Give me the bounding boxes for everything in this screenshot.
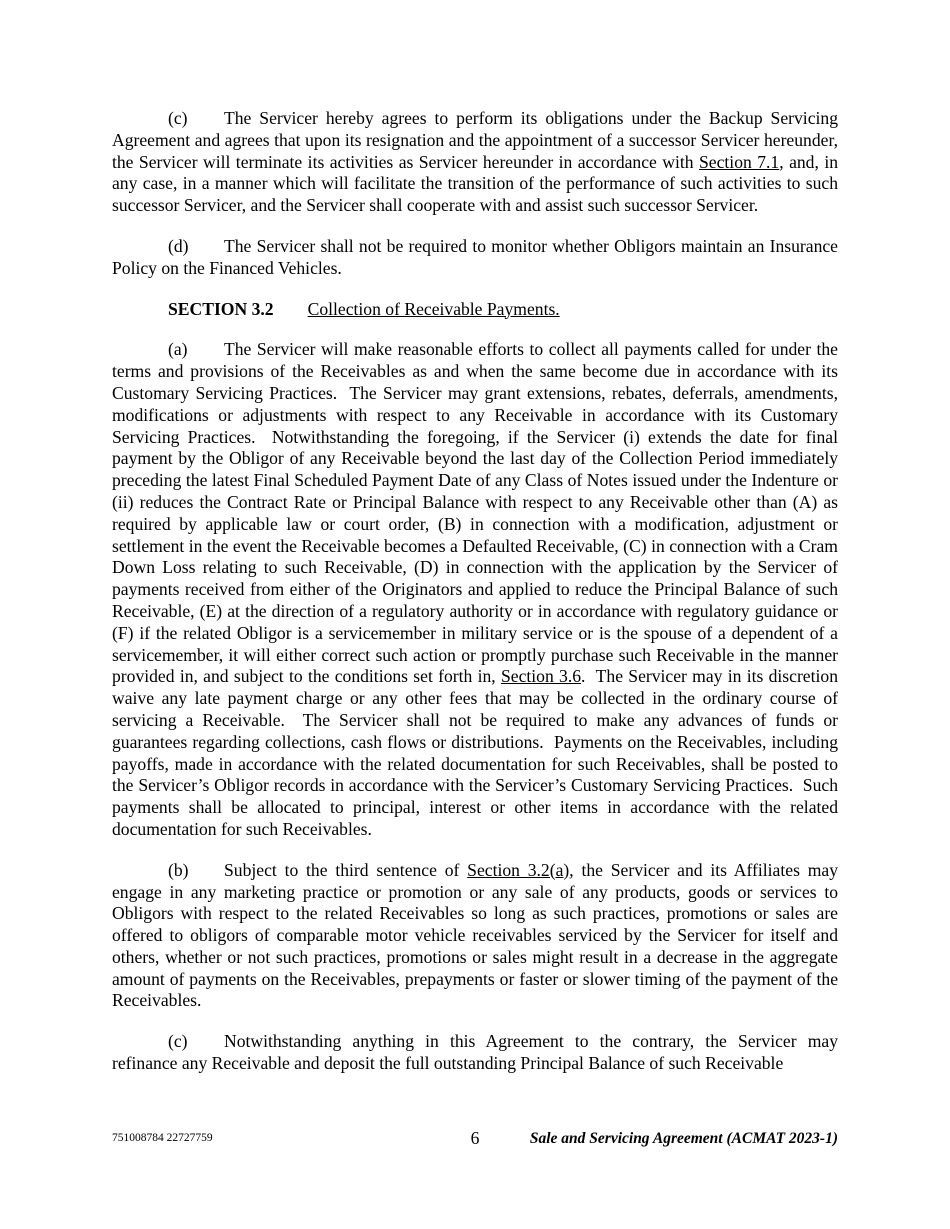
cross-reference-section-3-2-a: Section 3.2(a)	[467, 859, 570, 880]
paragraph-c-first	[112, 108, 838, 217]
cross-reference-section-7-1: Section 7.1	[699, 151, 780, 172]
paragraph-label-d: (d)	[168, 235, 189, 256]
paragraph-label-c-last: (c)	[168, 1031, 188, 1052]
footer-page-number: 6	[470, 1128, 480, 1148]
paragraph-b	[112, 860, 838, 1013]
paragraph-d	[112, 236, 838, 280]
paragraph-text-c-last: Notwithstanding anything in this Agreement to the contrary, the Servicer may refinance any Receivable and deposit the full outstanding Principal Balance of such Receivable	[112, 1031, 838, 1074]
paragraph-label-a: (a)	[168, 339, 188, 360]
paragraph-text-d: The Servicer shall not be required to monitor whether Obligors maintain an Insurance Policy on the Financed Vehicles.	[112, 235, 838, 278]
cross-reference-section-3-6: Section 3.6	[500, 666, 582, 687]
footer-document-id: 751008784 22727759	[112, 1132, 213, 1144]
section-number: SECTION 3.2	[168, 298, 274, 319]
document-body	[112, 108, 838, 1094]
paragraph-text-b: Subject to the third sentence of Section 3.2(a), the Servicer and its Affiliates may engage in any marketing practice or promotion or any sale of any products, goods or services to Obligors with respect to the related Receivables so long as such practices, promotions or sales are offered to obligors of comparable motor vehicle receivables serviced by the Servicer for itself and others, whether or not such practices, promotions or sales might result in a decrease in the aggregate amount of payments on the Receivables, prepayments or faster or slower timing of the payment of the Receivables.	[112, 859, 838, 1011]
paragraph-a	[112, 339, 838, 840]
footer-agreement-title: Sale and Servicing Agreement (ACMAT 2023-1)	[529, 1130, 838, 1147]
paragraph-label-b: (b)	[168, 859, 189, 880]
section-heading	[112, 299, 838, 321]
paragraph-c-last	[112, 1031, 838, 1075]
section-title: Collection of Receivable Payments.	[307, 298, 560, 319]
paragraph-label-c: (c)	[168, 108, 188, 128]
paragraph-text-c: The Servicer hereby agrees to perform its obligations under the Backup Servicing Agreement and agrees that upon its resignation and the appointment of a successor Servicer hereunder, the Servicer will terminate its activities as Servicer hereunder in accordance with Section 7.1, and, in any case, in a manner which will facilitate the transition of the performance of such activities to such successor Servicer, and the Servicer shall cooperate with and assist such successor Servicer.	[112, 108, 839, 216]
page-footer	[112, 1128, 838, 1150]
paragraph-text-a: The Servicer will make reasonable efforts to collect all payments called for under the terms and provisions of the Receivables as and when the same become due in accordance with its Customary Servicing Practices. The Servicer may grant extensions, rebates, deferrals, amendments, modifications or adjustments with respect to any Receivable in accordance with its Customary Servicing Practices. Notwithstanding the foregoing, if the Servicer (i) extends the date for final payment by the Obligor of any Receivable beyond the last day of the Collection Period immediately preceding the latest Final Scheduled Payment Date of any Class of Notes issued under the Indenture or (ii) reduces the Contract Rate or Principal Balance with respect to any Receivable other than (A) as required by applicable law or court order, (B) in connection with a modification, adjustment or settlement in the event the Receivable becomes a Defaulted Receivable, (C) in connection with a Cram Down Loss relating to such Receivable, (D) in connection with the application by the Servicer of payments received from either of the Originators and applied to reduce the Principal Balance of such Receivable, (E) at the direction of a regulatory authority or in accordance with regulatory guidance or (F) if the related Obligor is a servicemember in military service or is the spouse of a dependent of a servicemember, it will either correct such action or promptly purchase such Receivable in the manner provided in, and subject to the conditions set forth in, Section 3.6. The Servicer may in its discretion waive any late payment charge or any other fees that may be collected in the ordinary course of servicing a Receivable. The Servicer shall not be required to make any advances of funds or guarantees regarding collections, cash flows or distributions. Payments on the Receivables, including payoffs, made in accordance with the related documentation for such Receivables, shall be posted to the Servicer’s Obligor records in accordance with the Servicer’s Customary Servicing Practices. Such payments shall be allocated to principal, interest or other items in accordance with the related documentation for such Receivables.	[112, 339, 838, 839]
